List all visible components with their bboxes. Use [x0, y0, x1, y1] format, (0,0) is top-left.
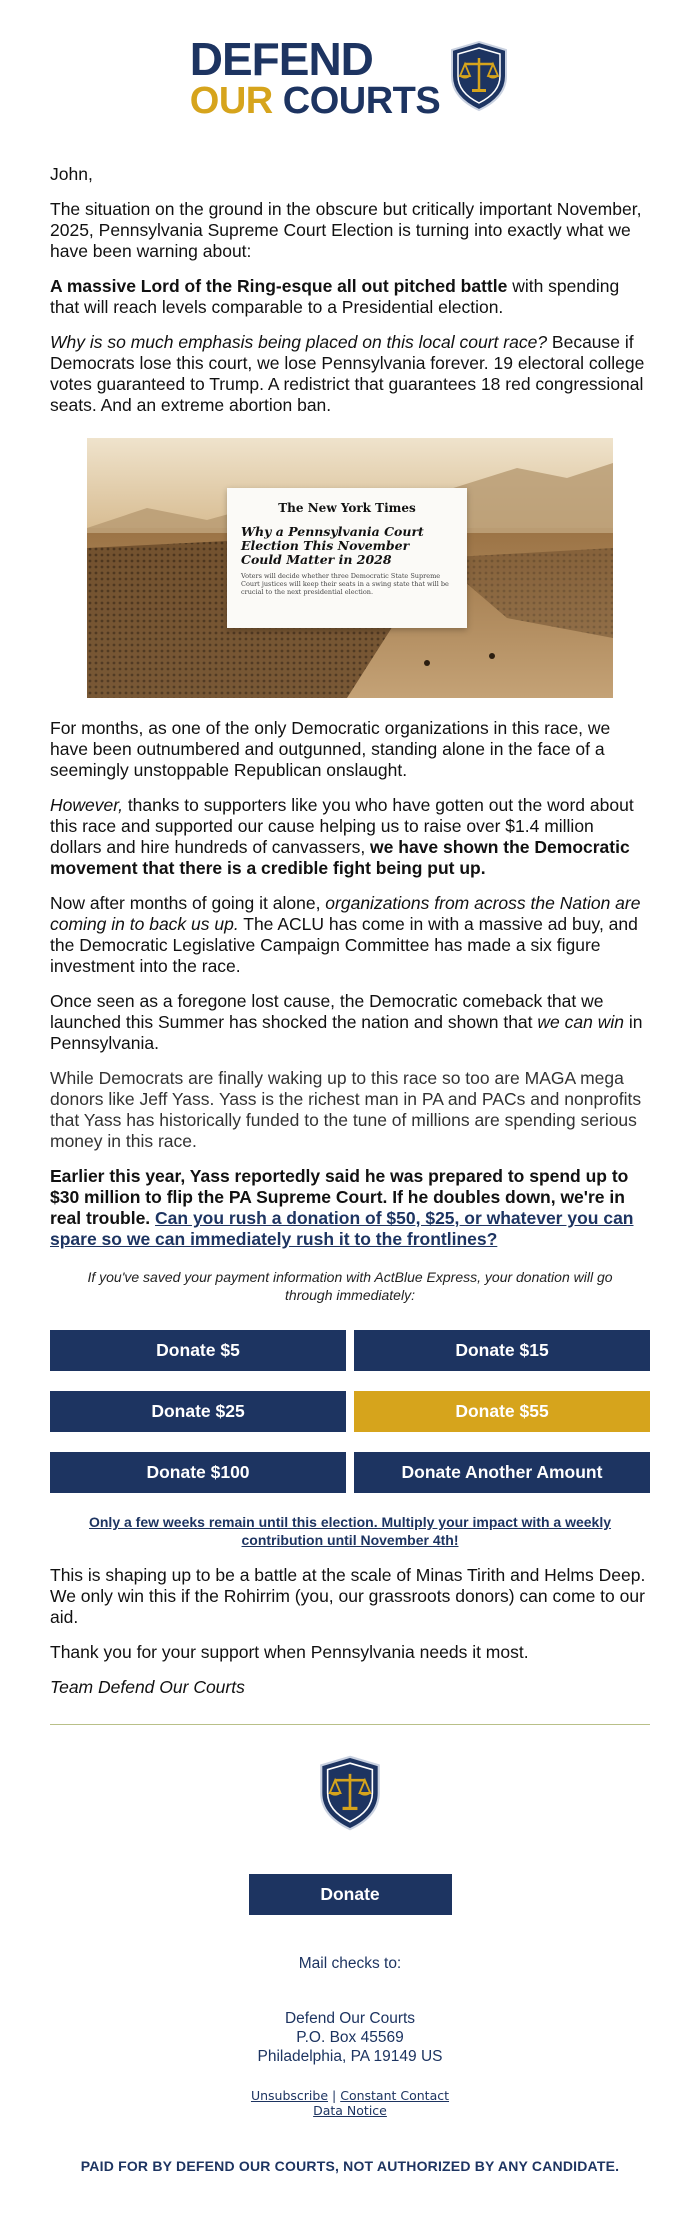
- logo-courts: COURTS: [282, 80, 441, 122]
- paragraph-backup: Now after months of going it alone, organizations from across the Nation are coming in to back us up. The ACLU has come in with a massive ad buy, and the Democratic Legislative Campaign Committee has made a six figure investment into the race.: [50, 893, 641, 976]
- email-body: [0, 164, 700, 1725]
- constant-contact-link[interactable]: Constant Contact: [340, 2088, 450, 2103]
- nyt-headline: Why a Pennsylvania Court Election This November Could Matter in 2028: [241, 524, 424, 567]
- greeting: John,: [50, 164, 93, 184]
- footer-links: [0, 2088, 700, 2118]
- paragraph-however: However, thanks to supporters like you who have gotten out the word about this race and supported our cause helping us to raise over $1.4 million dollars and hire hundreds of canvassers, we have shown the Democratic movement that there is a credible fight being put up.: [50, 795, 634, 878]
- logo-wordmark: [189, 33, 441, 122]
- nyt-subheadline: Voters will decide whether three Democratic State Supreme Court justices will keep their seats in a swing state that will be crucial to the next presidential election.: [241, 572, 449, 596]
- mailing-address: [0, 2009, 700, 2066]
- donate-25-button[interactable]: Donate $25: [50, 1391, 346, 1432]
- data-notice-link[interactable]: Data Notice: [313, 2103, 387, 2118]
- address-po-box: P.O. Box 45569: [296, 2029, 404, 2046]
- weekly-contribution-link[interactable]: Only a few weeks remain until this election. Multiply your impact with a weekly contribution until November 4th!: [88, 1514, 612, 1548]
- donate-55-button[interactable]: Donate $55: [354, 1391, 650, 1432]
- footer-donate-wrapper: [0, 1874, 700, 1915]
- paragraph-emphasis: Why is so much emphasis being placed on this local court race? Because if Democrats lose this court, we lose Pennsylvania forever. 19 electoral college votes guaranteed to Trump. A redistrict that guarantees 18 red congressional seats. And an extreme abortion ban.: [50, 332, 645, 415]
- paragraph-pitched-battle: A massive Lord of the Ring-esque all out pitched battle with spending that will reach levels comparable to a Presidential election.: [50, 276, 620, 317]
- link-separator: |: [332, 2088, 337, 2103]
- header-logo: [0, 33, 700, 122]
- donate-another-amount-button[interactable]: Donate Another Amount: [354, 1452, 650, 1493]
- paragraph-minas-tirith: This is shaping up to be a battle at the scale of Minas Tirith and Helms Deep. We only win this if the Rohirrim (you, our grassroots donors) can come to our aid.: [50, 1565, 646, 1627]
- hero-image-wrapper: [50, 438, 650, 698]
- donation-ask-link[interactable]: Can you rush a donation of $50, $25, or whatever you can spare so we can immediately rush it to the frontlines?: [50, 1208, 634, 1249]
- email-page: [0, 33, 700, 2194]
- donate-5-button[interactable]: Donate $5: [50, 1330, 346, 1371]
- nyt-article-card: [227, 488, 467, 628]
- actblue-express-note: If you've saved your payment information with ActBlue Express, your donation will go through immediately:: [87, 1269, 613, 1303]
- logo-defend: DEFEND: [189, 33, 373, 85]
- footer-logo: [0, 1753, 700, 1838]
- footer-donate-button[interactable]: Donate: [249, 1874, 452, 1915]
- paragraph-situation: The situation on the ground in the obscure but critically important November, 2025, Pennsylvania Supreme Court Election is turning into exactly what we have been warning about:: [50, 199, 642, 261]
- address-city: Philadelphia, PA 19149 US: [257, 2048, 443, 2065]
- donate-buttons-grid: [50, 1330, 650, 1493]
- address-name: Defend Our Courts: [284, 2010, 416, 2027]
- unsubscribe-link[interactable]: Unsubscribe: [250, 2088, 329, 2103]
- paragraph-thank-you: Thank you for your support when Pennsylvania needs it most.: [50, 1642, 529, 1662]
- hero-image[interactable]: [87, 438, 613, 698]
- paid-for-disclaimer: PAID FOR BY DEFEND OUR COURTS, NOT AUTHORIZED BY ANY CANDIDATE.: [80, 2158, 620, 2174]
- scales-shield-icon: [317, 1753, 383, 1838]
- nyt-masthead: The New York Times: [278, 501, 416, 515]
- mail-checks-label: Mail checks to:: [298, 1955, 402, 1972]
- footer-divider: [50, 1724, 650, 1725]
- donate-15-button[interactable]: Donate $15: [354, 1330, 650, 1371]
- paragraph-yass: While Democrats are finally waking up to this race so too are MAGA mega donors like Jeff Yass. Yass is the richest man in PA and PACs and nonprofits that Yass has historically funded to the tune of millions are spending serious money in this race.: [50, 1068, 642, 1151]
- signature: Team Defend Our Courts: [50, 1677, 245, 1697]
- scales-shield-icon: [448, 40, 510, 117]
- logo-our: OUR: [189, 80, 273, 122]
- paragraph-comeback: Once seen as a foregone lost cause, the Democratic comeback that we launched this Summer has shocked the nation and shown that we can win in Pennsylvania.: [50, 991, 643, 1053]
- paragraph-ask: Earlier this year, Yass reportedly said he was prepared to spend up to $30 million to flip the PA Supreme Court. If he doubles down, we're in real trouble. Can you rush a donation of $50, $25, or whatever you can spare so we can immediately rush it to the frontlines?: [50, 1166, 634, 1249]
- paragraph-outnumbered: For months, as one of the only Democratic organizations in this race, we have been outnumbered and outgunned, standing alone in the face of a seemingly unstoppable Republican onslaught.: [50, 718, 611, 780]
- donate-100-button[interactable]: Donate $100: [50, 1452, 346, 1493]
